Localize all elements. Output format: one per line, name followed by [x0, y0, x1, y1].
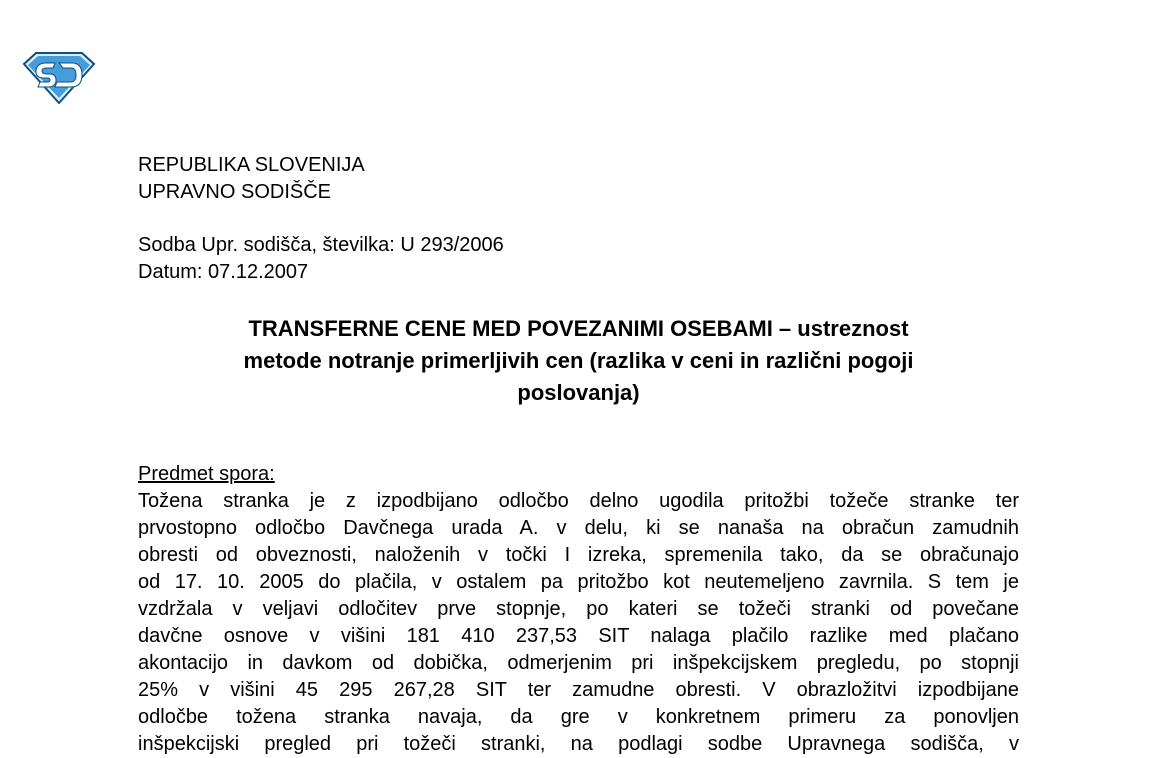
document-title-line-1: TRANSFERNE CENE MED POVEZANIMI OSEBAMI – ustreznost [248, 316, 909, 341]
court-country: REPUBLIKA SLOVENIJA [138, 154, 365, 176]
body-line: 25% v višini 45 295 267,28 SIT ter zamudne obresti. V obrazložitvi izpodbijane [138, 679, 1019, 701]
body-line: odločbe tožena stranka navaja, da gre v konkretnem primeru za ponovljen [138, 706, 1019, 728]
body-line: od 17. 10. 2005 do plačila, v ostalem pa pritožbo kot neutemeljeno zavrnila. S tem je [138, 571, 1019, 593]
document-title-line-3: poslovanja) [517, 380, 640, 405]
document-title-line-2: metode notranje primerljivih cen (razlika v ceni in različni pogoji [243, 348, 914, 373]
section-heading: Predmet spora: [138, 463, 275, 485]
case-date: Datum: 07.12.2007 [138, 261, 309, 283]
body-line: vzdržala v veljavi odločitev prve stopnje, po kateri se tožeči stranki od povečane [138, 598, 1019, 620]
sd-logo-icon [22, 50, 96, 104]
body-line: obresti od obveznosti, naloženih v točki I izreka, spremenila tako, da se obračunajo [138, 544, 1019, 566]
body-line: akontacijo in davkom od dobička, odmerjenim pri inšpekcijskem pregledu, po stopnji [138, 652, 1019, 674]
body-line: davčne osnove v višini 181 410 237,53 SIT nalaga plačilo razlike med plačano [138, 625, 1019, 647]
body-line: inšpekcijski pregled pri tožeči stranki, na podlagi sodbe Upravnega sodišča, v [138, 733, 1019, 755]
case-number: Sodba Upr. sodišča, številka: U 293/2006 [138, 234, 504, 256]
court-name: UPRAVNO SODIŠČE [138, 181, 331, 203]
body-line: Tožena stranka je z izpodbijano odločbo delno ugodila pritožbi tožeče stranke ter [138, 490, 1019, 512]
body-line: prvostopno odločbo Davčnega urada A. v delu, ki se nanaša na obračun zamudnih [138, 517, 1019, 539]
